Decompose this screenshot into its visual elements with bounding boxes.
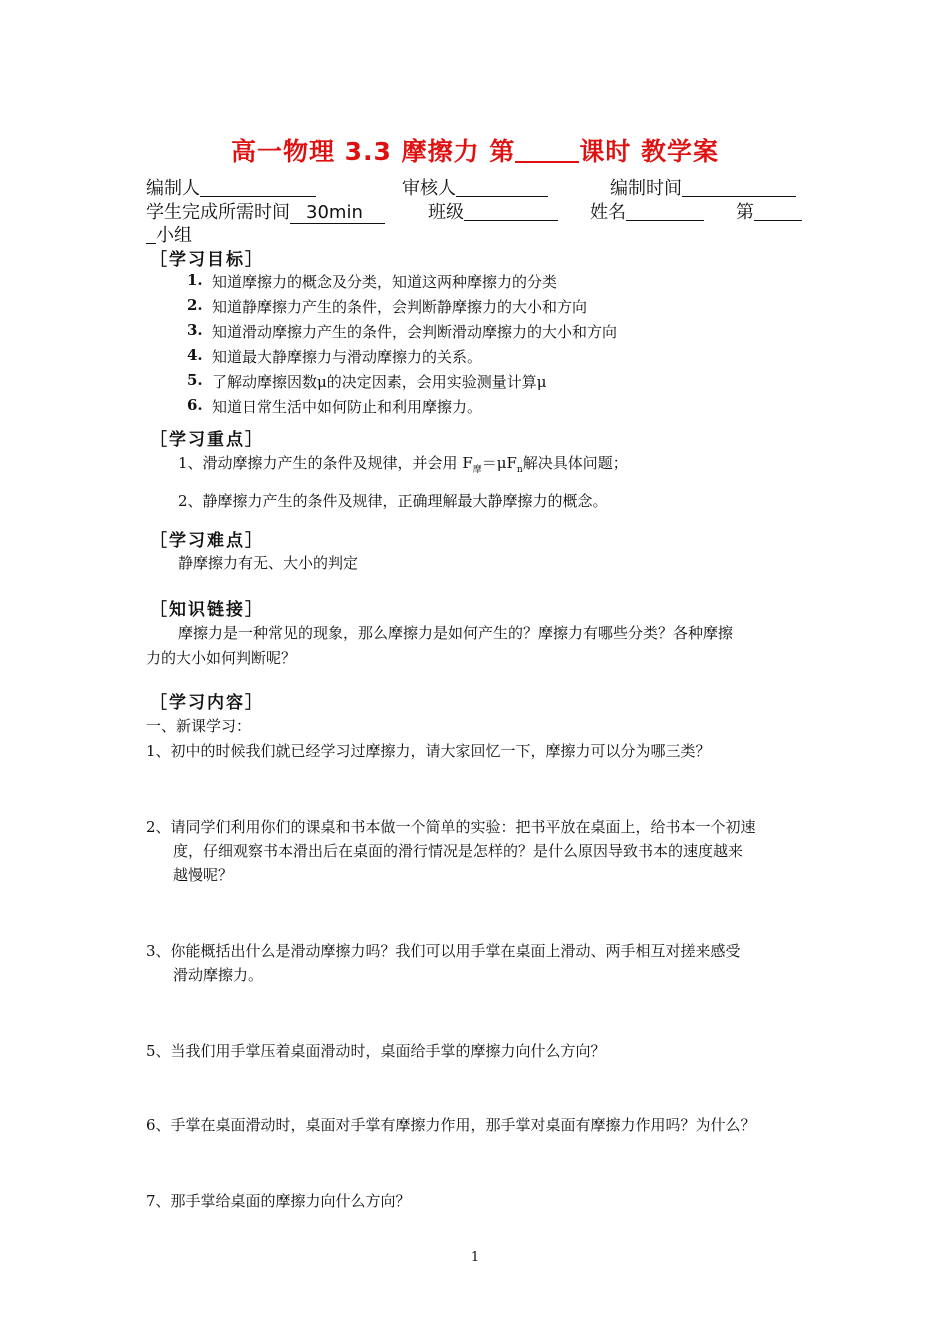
section-learning-content: ［学习内容］ xyxy=(150,693,264,713)
key-point-1 xyxy=(178,452,628,475)
question-7: 7、那手掌给桌面的摩擦力向什么方向？ xyxy=(146,1192,411,1210)
goal-number: 2. xyxy=(187,296,203,314)
student-time-label: 学生完成所需时间 xyxy=(146,202,290,223)
section-key-points: ［学习重点］ xyxy=(150,430,264,450)
question-2-line2: 度，仔细观察书本滑出后在桌面的滑行情况是怎样的？是什么原因导致书本的速度越来 xyxy=(173,842,744,860)
group-suffix: 小组 xyxy=(156,225,192,246)
content-intro: 一、新课学习： xyxy=(146,717,252,735)
edit-time-blank xyxy=(682,178,796,197)
title-prefix: 高一物理 3.3 摩擦力 第 xyxy=(230,137,516,166)
editor-field xyxy=(146,174,316,200)
edit-time-label: 编制时间 xyxy=(610,178,682,199)
editor-label: 编制人 xyxy=(146,178,200,199)
goal-item: 知道摩擦力的概念及分类，知道这两种摩擦力的分类 xyxy=(212,273,558,291)
name-label: 姓名 xyxy=(590,202,626,223)
question-5: 5、当我们用手掌压着桌面滑动时，桌面给手掌的摩擦力向什么方向？ xyxy=(146,1042,606,1060)
group-blank-part2 xyxy=(146,225,156,244)
goal-item: 知道最大静摩擦力与滑动摩擦力的关系。 xyxy=(212,348,483,366)
formula-middle: ＝μF xyxy=(481,454,517,472)
goal-item: 知道滑动摩擦力产生的条件，会判断滑动摩擦力的大小和方向 xyxy=(212,323,618,341)
question-1: 1、初中的时候我们就已经学习过摩擦力，请大家回忆一下，摩擦力可以分为哪三类？ xyxy=(146,742,711,760)
link-text-line1: 摩擦力是一种常见的现象，那么摩擦力是如何产生的？摩擦力有哪些分类？各种摩擦 xyxy=(178,624,734,642)
class-label: 班级 xyxy=(428,202,464,223)
section-difficulty: ［学习难点］ xyxy=(150,531,264,551)
edit-time-field xyxy=(610,174,796,200)
reviewer-field xyxy=(402,174,548,200)
group-field-start xyxy=(736,198,802,224)
page-number: 1 xyxy=(470,1250,480,1265)
group-prefix: 第 xyxy=(736,202,754,223)
section-learning-goals: ［学习目标］ xyxy=(150,250,264,270)
goal-item: 知道静摩擦力产生的条件，会判断静摩擦力的大小和方向 xyxy=(212,298,588,316)
goal-item: 了解动摩擦因数μ的决定因素，会用实验测量计算μ xyxy=(212,373,547,391)
friction-subscript: 摩 xyxy=(472,465,482,475)
section-knowledge-link: ［知识链接］ xyxy=(150,600,264,620)
key-point-1-text: 1、滑动摩擦力产生的条件及规律，并会用 F xyxy=(178,454,473,472)
link-text-line2: 力的大小如何判断呢？ xyxy=(146,649,297,667)
student-time-value: 30min xyxy=(290,202,385,224)
goal-number: 1. xyxy=(187,271,203,289)
title-suffix: 课时 教学案 xyxy=(579,137,720,166)
goal-number: 6. xyxy=(187,396,203,414)
question-2-line1: 2、请同学们利用你们的课桌和书本做一个简单的实验：把书平放在桌面上，给书本一个初速 xyxy=(146,818,756,836)
goal-number: 3. xyxy=(187,321,203,339)
goal-number: 5. xyxy=(187,371,203,389)
difficulty-text: 静摩擦力有无、大小的判定 xyxy=(178,554,359,572)
name-field xyxy=(590,198,704,224)
goal-item: 知道日常生活中如何防止和利用摩擦力。 xyxy=(212,398,483,416)
editor-blank xyxy=(200,178,316,197)
question-6: 6、手掌在桌面滑动时，桌面对手掌有摩擦力作用，那手掌对桌面有摩擦力作用吗？为什么？ xyxy=(146,1116,756,1134)
question-3-line1: 3、你能概括出什么是滑动摩擦力吗？我们可以用手掌在桌面上滑动、两手相互对搓来感受 xyxy=(146,942,741,960)
class-blank xyxy=(464,202,558,221)
question-3-line2: 滑动摩擦力。 xyxy=(173,966,264,984)
name-blank xyxy=(626,202,704,221)
key-point-1-end: 解决具体问题； xyxy=(522,454,628,472)
key-point-2: 2、静摩擦力产生的条件及规律，正确理解最大静摩擦力的概念。 xyxy=(178,492,608,510)
group-field-end xyxy=(146,221,192,247)
class-field xyxy=(428,198,558,224)
goal-number: 4. xyxy=(187,346,203,364)
question-2-line3: 越慢呢？ xyxy=(173,866,234,884)
reviewer-label: 审核人 xyxy=(402,178,456,199)
reviewer-blank xyxy=(456,178,548,197)
lesson-number-blank xyxy=(515,139,579,163)
normal-force-subscript: n xyxy=(516,465,523,475)
document-title xyxy=(0,132,950,168)
group-blank-part1 xyxy=(754,202,802,221)
